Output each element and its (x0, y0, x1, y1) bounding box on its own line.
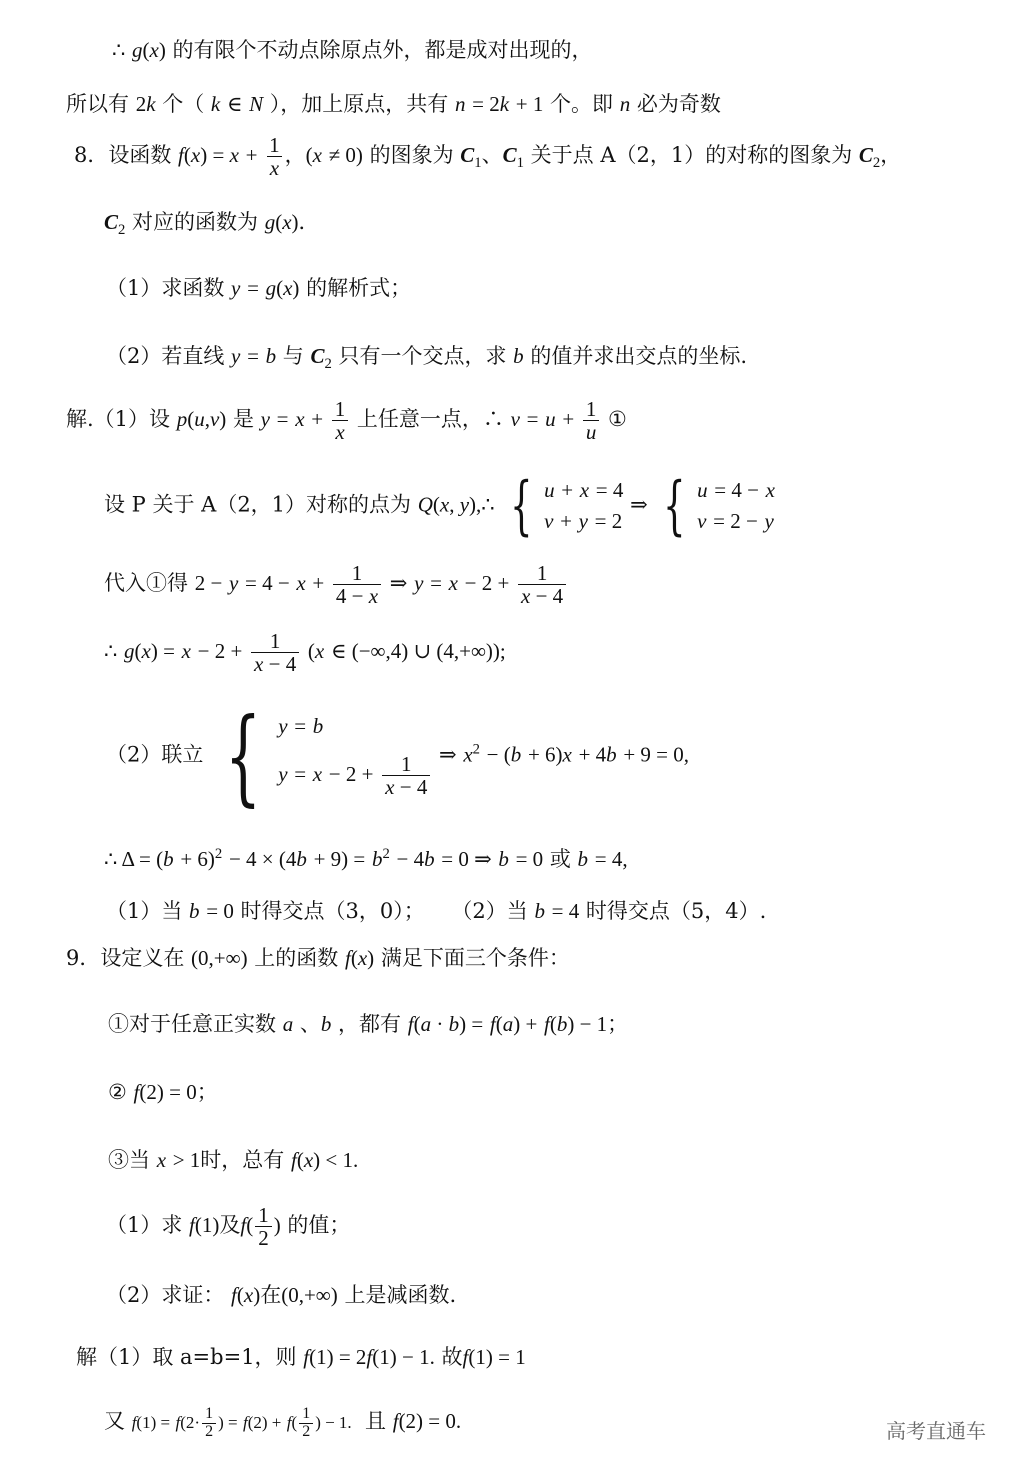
solution-8-line7: （1）当 b = 0 时得交点（3，0）； （2）当 b = 4 时得交点（5，4）. (106, 899, 767, 923)
solution-9-line1: 解（1）取 a=b=1，则 f(1) = 2f(1) − 1. 故f(1) = 1 (76, 1345, 526, 1369)
solution-8-line4: ∴ g(x) = x − 2 + $\frac{1}{x - 4}$ (x ∈ (−∞,4) ∪ (4,+∞)); (104, 629, 506, 677)
solution-8-line1: 解.（1）设 p(u,v) 是 y = x + $\frac{1}{x}$ 上任意一点，∴ v = u + $\frac{1}{u}$ ① (66, 397, 627, 445)
question-8-part1: （1）求函数 y = g(x) 的解析式； (106, 276, 412, 300)
question-9: 9．设定义在 (0,+∞) 上的函数 f(x) 满足下面三个条件： (66, 946, 570, 970)
solution-8-line6: ∴ $\Delta = (b + 6)^2 - 4 \times (4b + 9) = b^2 - 4b = 0$ ⇒ b = 0 或 b = 4, (104, 846, 628, 871)
line-2: 所以有 2k 个（ k ∈ N ），加上原点，共有 n = 2k + 1 个。即 n 必为奇数 (66, 92, 721, 116)
line-text-1 (0, 0, 1, 1)
condition-1: ①对于任意正实数 a 、b ，都有 f(a · b) = f(a) + f(b) − 1； (108, 1012, 629, 1036)
question-9-part2: （2）求证： f(x)在(0,+∞) 上是减函数. (106, 1283, 457, 1307)
condition-3: ③当 x > 1时，总有 f(x) < 1. (108, 1148, 359, 1172)
solution-8-line5: （2）联立 { y = b y = x − 2 + $\frac{1}{x - 4}$ ⇒ $x^2 - (b + 6)x + 4b + 9 = 0$, (106, 695, 690, 817)
question-8-line2: $C_2$ 对应的函数为 g(x)． (104, 210, 320, 239)
watermark-text: 高考直通车 (886, 1419, 986, 1443)
question-9-part1: （1）求 f(1)及f( $\frac{1}{2}$ ) 的值； (106, 1203, 351, 1251)
solution-9-line2: 又 f(1) = f(2· $\frac{1}{2}$ ) = f(2) + f( $\frac{1}{2}$ ) − 1. 且 f(2) = 0. (104, 1405, 462, 1440)
condition-2: ② f(2) = 0； (108, 1080, 218, 1104)
solution-8-line2: 设 P 关于 A（2，1）对称的点为 Q(x, y),∴ { u + x = 4 v + y = 2 ⇒ { u = 4 − x v = 2 − y (104, 469, 775, 543)
line-1: ∴ g(x) 的有限个不动点除原点外，都是成对出现的， (112, 38, 593, 62)
solution-8-line3: 代入①得 2 − y = 4 − x + $\frac{1}{4 - x}$ ⇒ y = x − 2 + $\frac{1}{x - 4}$ (104, 562, 568, 607)
question-8: 8．设函数 f(x) = x + $\frac{1}{x}$ ，(x ≠ 0) 的图象为 $C_1$、$C_1$ 关于点 A（2，1）的对称的图象为 $C_2$， (74, 133, 902, 181)
question-8-part2: （2）若直线 y = b 与 $C_2$ 只有一个交点，求 b 的值并求出交点的坐标. (106, 344, 748, 373)
